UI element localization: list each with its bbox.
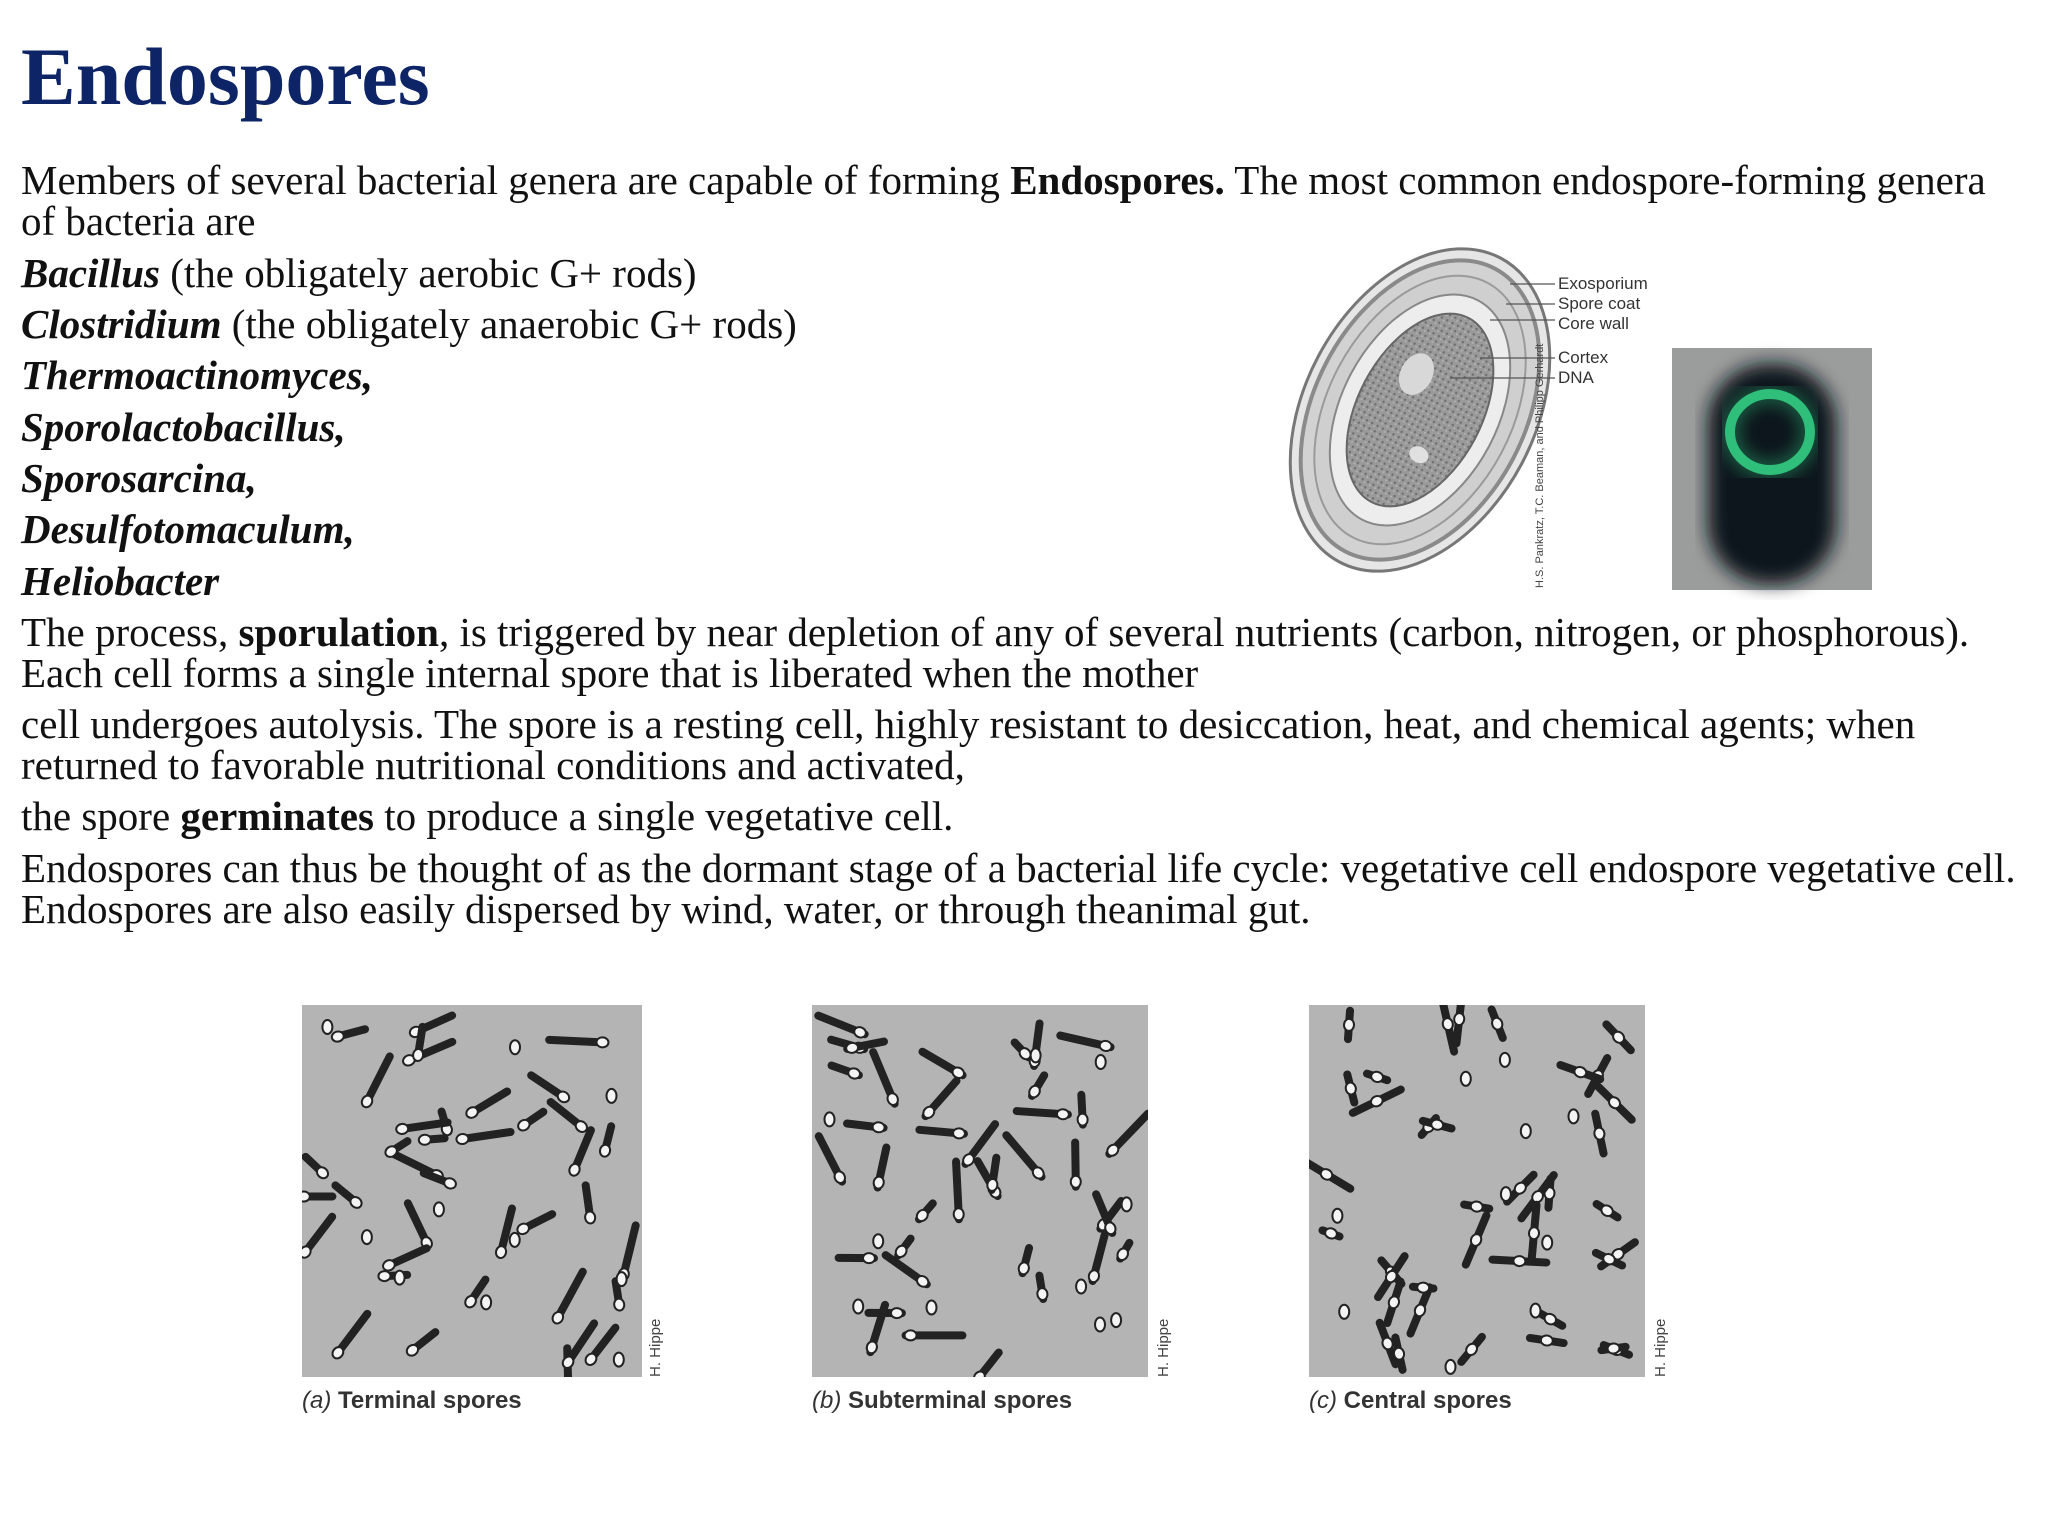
genus-item xyxy=(21,506,355,552)
process-text-rest: , is triggered by near depletion of any of several nutrients (carbon, nitrogen, or phosphorous). Each cell forms a single internal spore that is liberated when the mother xyxy=(21,609,1970,696)
spore-section xyxy=(1250,220,1602,600)
genus-name: Clostridium xyxy=(21,301,222,347)
genus-name: Heliobacter xyxy=(21,558,220,604)
genus-item xyxy=(21,558,220,604)
terminal-spores-image xyxy=(302,1005,642,1377)
central-spores-image xyxy=(1309,1005,1645,1377)
genus-desc: (the obligately anaerobic G+ rods) xyxy=(221,301,797,347)
diagram-credit: H.S. Pankratz, T.C. Beaman, and Philipp Gerhardt xyxy=(1534,343,1546,588)
dormant-paragraph: Endospores can thus be thought of as the dormant stage of a bacterial life cycle: vegetative cell endospore vegetative cell. Endospores are also easily dispersed by wind, water, or through theanimal gut. xyxy=(21,845,2016,932)
micrograph-credit: H. Hippe xyxy=(1155,1318,1172,1377)
autolysis-paragraph: cell undergoes autolysis. The spore is a resting cell, highly resistant to desiccation, heat, and chemical agents; when returned to favorable nutritional conditions and activated, xyxy=(21,701,1916,788)
label-spore-coat: Spore coat xyxy=(1558,294,1641,313)
caption-letter: (c) xyxy=(1309,1387,1337,1414)
genus-name: Desulfotomaculum, xyxy=(21,506,355,552)
caption-text: Subterminal spores xyxy=(848,1387,1073,1414)
germinate-paragraph xyxy=(21,793,2021,839)
caption-text: Central spores xyxy=(1343,1387,1512,1414)
label-core-wall: Core wall xyxy=(1558,314,1629,333)
intro-text-rest: The most common endospore-forming genera of bacteria are xyxy=(21,157,1986,244)
process-text: The process, xyxy=(21,609,239,655)
process-paragraph xyxy=(21,609,2021,696)
label-cortex: Cortex xyxy=(1558,348,1609,367)
caption-letter: (b) xyxy=(812,1387,842,1414)
caption-letter: (a) xyxy=(302,1387,332,1414)
label-dna: DNA xyxy=(1558,368,1594,387)
germinates-term: germinates xyxy=(180,793,374,839)
fluorescent-spore xyxy=(1672,348,1872,590)
germinate-text: the spore xyxy=(21,793,181,839)
micrograph-caption xyxy=(302,1387,522,1415)
label-exosporium: Exosporium xyxy=(1558,274,1648,293)
micrograph-credit: H. Hippe xyxy=(1652,1318,1669,1377)
micrograph-caption xyxy=(1309,1387,1512,1415)
caption-text: Terminal spores xyxy=(338,1387,522,1414)
genus-name: Bacillus xyxy=(21,250,160,296)
genus-item xyxy=(21,404,346,450)
genus-name: Sporolactobacillus, xyxy=(21,404,346,450)
intro-bold-term: Endospores. xyxy=(1010,157,1225,203)
page-title: Endospores xyxy=(21,31,430,122)
genus-name: Thermoactinomyces, xyxy=(21,352,373,398)
genus-item xyxy=(21,455,257,501)
genus-name: Sporosarcina, xyxy=(21,455,257,501)
germinate-text-rest: to produce a single vegetative cell. xyxy=(373,793,954,839)
sporulation-term: sporulation xyxy=(238,609,439,655)
micrograph-caption xyxy=(812,1387,1072,1415)
intro-text: Members of several bacterial genera are capable of forming xyxy=(21,157,1011,203)
subterminal-spores-image xyxy=(812,1005,1148,1377)
genus-item xyxy=(21,250,697,296)
endospore-diagram xyxy=(1250,220,1890,600)
genus-item xyxy=(21,301,797,347)
genus-item xyxy=(21,352,373,398)
genus-desc: (the obligately aerobic G+ rods) xyxy=(159,250,697,296)
micrograph-credit: H. Hippe xyxy=(647,1318,664,1377)
